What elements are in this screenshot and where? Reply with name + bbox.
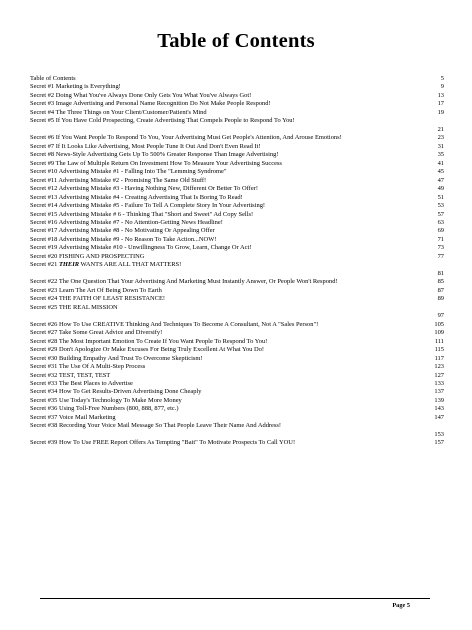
toc-entry-title: Secret #22 The One Question That Your Advertising And Marketing Must Instantly Answer, Or People Won't Respond! (30, 278, 338, 286)
toc-entry-title (30, 261, 444, 269)
toc-entry-title: Secret #31 The Use Of A Multi-Step Process (30, 363, 146, 371)
toc-entry[interactable] (30, 405, 444, 413)
toc-entry[interactable] (30, 261, 444, 278)
toc-entry-page: 13 (437, 91, 444, 99)
toc-entry-title: Secret #7 If It Looks Like Advertising, Most People Tune It Out And Don't Even Read It! (30, 142, 261, 150)
toc-entry-title: Secret #34 How To Get Results-Driven Advertising Done Cheaply (30, 388, 202, 396)
toc-entry[interactable] (30, 219, 444, 227)
table-of-contents (30, 75, 444, 448)
toc-entry[interactable] (30, 236, 444, 244)
toc-entry-page: 53 (437, 202, 444, 210)
toc-entry-title-emphasis: THEIR (58, 261, 80, 269)
toc-entry-title: Secret #39 How To Use FREE Report Offers As Tempting "Bait" To Motivate Prospects To Call YOU! (30, 439, 296, 447)
toc-entry[interactable] (30, 75, 444, 83)
toc-entry[interactable] (30, 160, 444, 168)
toc-entry-title: Secret #3 Image Advertising and Personal Name Recognition Do Not Make People Respond! (30, 100, 271, 108)
toc-entry-title: Table of Contents (30, 75, 76, 82)
toc-entry[interactable] (30, 92, 444, 100)
toc-entry-page: 139 (434, 396, 444, 404)
toc-entry-title: Secret #5 If You Have Cold Prospecting, Create Advertising That Compels People to Respond To You! (30, 117, 295, 125)
toc-entry-page: 73 (437, 244, 444, 252)
toc-entry-title: Secret #29 Don't Apologize Or Make Excuses For Being Truly Excellent At What You Do! (30, 346, 265, 354)
toc-entry-page: 123 (434, 363, 444, 371)
toc-entry-title-part: Secret #21 (30, 261, 59, 269)
toc-entry-page: 89 (437, 295, 444, 303)
toc-entry-title-part: WANTS ARE ALL THAT MATTERS! (79, 261, 182, 269)
toc-entry[interactable] (30, 168, 444, 176)
toc-entry-title: Secret #19 Advertising Mistake #10 - Unwillingness To Grow, Learn, Change Or Act! (30, 244, 252, 252)
toc-entry[interactable] (30, 194, 444, 202)
toc-entry-title: Secret #12 Advertising Mistake #3 - Having Nothing New, Different Or Better To Offer! (30, 185, 258, 193)
toc-entry-page: 111 (434, 337, 444, 345)
toc-entry-page: 71 (437, 235, 444, 243)
toc-entry[interactable] (30, 363, 444, 371)
toc-entry-page: 133 (434, 379, 444, 387)
toc-entry-title: Secret #1 Marketing is Everything! (30, 83, 121, 91)
toc-entry[interactable] (30, 253, 444, 261)
toc-entry-page: 81 (437, 269, 444, 277)
toc-entry-page: 45 (437, 168, 444, 176)
toc-entry-page: 127 (434, 371, 444, 379)
toc-entry[interactable] (30, 202, 444, 210)
toc-entry[interactable] (30, 372, 444, 380)
toc-entry[interactable] (30, 227, 444, 235)
page-number: Page 5 (392, 602, 410, 609)
toc-entry[interactable] (30, 278, 444, 286)
toc-entry-title: Secret #6 If You Want People To Respond To You, Your Advertising Must Get People's Attention, And Arouse Emotions! (30, 134, 342, 142)
toc-entry[interactable] (30, 414, 444, 422)
toc-entry-title: Secret #13 Advertising Mistake #4 - Creating Advertising That Is Boring To Read! (30, 193, 243, 201)
toc-entry-title: Secret #33 The Best Places to Advertise (30, 379, 133, 387)
toc-entry[interactable] (30, 380, 444, 388)
toc-entry-title: Secret #15 Advertising Mistake # 6 - Thinking That "Short and Sweet" Ad Copy Sells! (30, 210, 254, 218)
footer-divider (40, 598, 430, 599)
toc-entry[interactable] (30, 397, 444, 405)
toc-entry-title: Secret #28 The Most Important Emotion To Create If You Want People To Respond To You! (30, 337, 268, 345)
toc-entry-title: Secret #35 Use Today's Technology To Make More Money (30, 396, 182, 404)
toc-entry[interactable] (30, 422, 444, 439)
toc-entry-title: Secret #30 Building Empathy And Trust To Overcome Skepticism! (30, 354, 203, 362)
toc-entry-page: 109 (434, 329, 444, 337)
toc-entry-title: Secret #24 THE FAITH OF LEAST RESISTANCE! (30, 295, 166, 303)
toc-entry-page: 137 (434, 388, 444, 396)
toc-entry-page: 57 (437, 210, 444, 218)
toc-entry-page: 19 (437, 108, 444, 116)
toc-entry[interactable] (30, 244, 444, 252)
toc-entry-page: 47 (437, 176, 444, 184)
toc-entry[interactable] (30, 295, 444, 303)
toc-entry-title: Secret #25 THE REAL MISSION (30, 303, 118, 311)
toc-entry-page: 35 (437, 151, 444, 159)
toc-entry[interactable] (30, 388, 444, 396)
toc-entry-title: Secret #20 FISHING AND PROSPECTING (30, 252, 145, 260)
toc-entry[interactable] (30, 134, 444, 142)
toc-entry[interactable] (30, 185, 444, 193)
toc-entry-title: Secret #18 Advertising Mistake #9 - No Reason To Take Action...NOW! (30, 235, 217, 243)
toc-entry[interactable] (30, 321, 444, 329)
toc-entry[interactable] (30, 109, 444, 117)
toc-entry[interactable] (30, 117, 444, 134)
toc-entry-page: 49 (437, 185, 444, 193)
toc-entry-page: 85 (437, 278, 444, 286)
toc-entry-title: Secret #14 Advertising Mistake #5 - Failure To Tell A Complete Story In Your Advertising! (30, 202, 266, 210)
toc-entry-page: 105 (434, 320, 444, 328)
toc-entry-title: Secret #32 TEST, TEST, TEST (30, 371, 111, 379)
page-title: Table of Contents (157, 30, 315, 52)
toc-entry[interactable] (30, 211, 444, 219)
toc-entry-title: Secret #11 Advertising Mistake #2 - Promising The Same Old Stuff! (30, 176, 207, 184)
toc-entry-page: 143 (434, 405, 444, 413)
toc-entry-title: Secret #26 How To Use CREATIVE Thinking And Techniques To Become A Consultant, Not A "Sales Person"! (30, 320, 319, 328)
toc-entry[interactable] (30, 355, 444, 363)
toc-entry-page: 21 (437, 125, 444, 133)
toc-entry-page: 97 (437, 312, 444, 320)
toc-entry-page: 69 (437, 227, 444, 235)
toc-entry-page: 31 (437, 142, 444, 150)
toc-entry-page: 41 (437, 159, 444, 167)
toc-entry[interactable] (30, 143, 444, 151)
toc-entry-title: Secret #2 Doing What You've Always Done Only Gets You What You've Always Got! (30, 91, 252, 99)
toc-entry-page: 117 (434, 354, 444, 362)
toc-entry-title: Secret #8 News-Style Advertising Gets Up To 500% Greater Response Than Image Advertising! (30, 151, 279, 159)
toc-entry[interactable] (30, 287, 444, 295)
toc-entry-page: 23 (437, 134, 444, 142)
toc-entry-page: 9 (440, 83, 444, 91)
toc-entry-page: 87 (437, 286, 444, 294)
toc-entry-page: 157 (434, 439, 444, 447)
toc-entry-page: 63 (437, 219, 444, 226)
toc-entry-page: 5 (440, 75, 444, 82)
toc-entry-page: 51 (437, 193, 444, 201)
toc-entry-title: Secret #23 Learn The Art Of Being Down To Earth (30, 286, 162, 294)
toc-entry-title: Secret #16 Advertising Mistake #7 - No Attention-Getting News Headline! (30, 219, 223, 226)
toc-entry-title: Secret #9 The Law of Multiple Return On Investment How To Measure Your Advertising Success (30, 159, 282, 167)
toc-entry-title: Secret #17 Advertising Mistake #8 - No Motivating Or Appealing Offer (30, 227, 215, 235)
toc-entry-page: 115 (434, 346, 444, 354)
toc-entry[interactable] (30, 338, 444, 346)
toc-entry[interactable] (30, 83, 444, 91)
toc-entry-page: 77 (437, 252, 444, 260)
toc-entry[interactable] (30, 346, 444, 354)
toc-entry-title: Secret #27 Take Some Great Advice and Diversify! (30, 329, 163, 337)
toc-entry[interactable] (30, 177, 444, 185)
toc-entry-title: Secret #38 Recording Your Voice Mail Message So That People Leave Their Name And Address! (30, 422, 282, 430)
toc-entry[interactable] (30, 100, 444, 108)
toc-entry[interactable] (30, 304, 444, 321)
toc-entry-title: Secret #4 The Three Things on Your Client/Customer/Patient's Mind (30, 108, 207, 116)
toc-entry[interactable] (30, 329, 444, 337)
toc-entry-page: 17 (437, 100, 444, 108)
toc-entry-page: 147 (434, 413, 444, 421)
toc-entry-title: Secret #37 Voice Mail Marketing (30, 413, 116, 421)
toc-entry[interactable] (30, 151, 444, 159)
toc-entry-title: Secret #36 Using Toll-Free Numbers (800, 888, 877, etc.) (30, 405, 179, 413)
toc-entry[interactable] (30, 439, 444, 447)
toc-entry-title: Secret #10 Advertising Mistake #1 - Falling Into The "Lemming Syndrome" (30, 168, 227, 176)
toc-entry-page: 153 (434, 430, 444, 438)
